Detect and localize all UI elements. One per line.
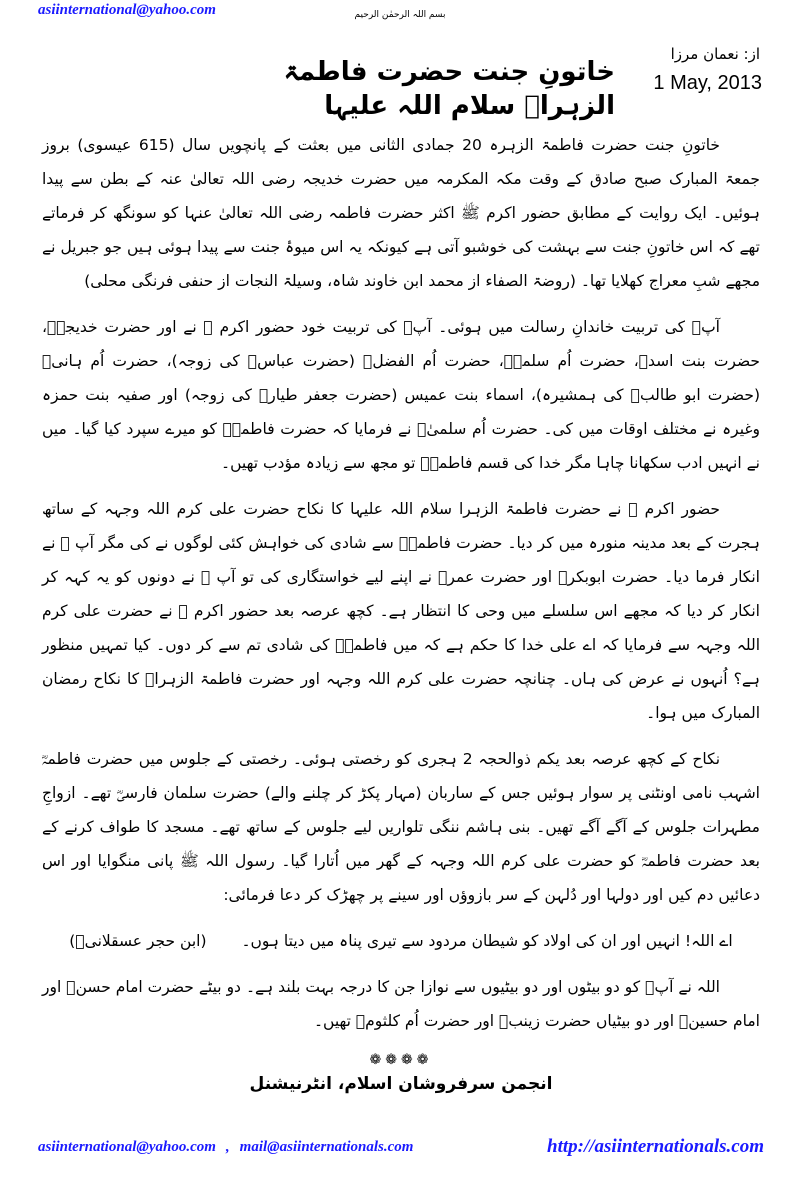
paragraph-rukhsati: نکاح کے کچھ عرصہ بعد یکم ذوالحجہ 2 ہجری کو رخصتی ہوئی۔ رخصتی کے جلوس میں حضرت فاطمہؓ اشہب نامی اونٹنی پر سوار ہوئیں جس کے ساربان (مہار پکڑ کر چلنے والے) حضرت سلمان فارسیؓ تھے۔ ازواجِ مطہرات جلوس کے آگے آگے تھیں۔ بنی ہاشم ننگی تلواریں لیے جلوس کے ساتھ تھے۔ مسجد کا طواف کرنے کے بعد حضرت فاطمہؓ کو حضرت علی کرم اللہ وجہہ کے گھر میں اُتارا گیا۔ رسول اللہ ﷺ پانی منگوایا اور اس دعائیں دم کیں اور دولہا اور دُلہن کے سر بازوؤں اور سینے پر چھڑک کر دعا فرمائی:: [42, 750, 760, 904]
page-title: خاتونِ جنت حضرت فاطمۃ الزہراؓ سلام اللہ علیہا: [283, 57, 615, 121]
footer-website-link[interactable]: http://asiinternationals.com: [547, 1136, 764, 1157]
organization-name: انجمن سرفروشان اسلام، انٹرنیشنل: [249, 1074, 553, 1094]
page-footer: [0, 1134, 800, 1174]
flower-ornament-icon: ❁❁❁❁: [369, 1052, 433, 1068]
prayer-quote: [42, 924, 760, 958]
article-body: [42, 128, 760, 1094]
paragraph-birth: خاتونِ جنت حضرت فاطمۃ الزہرہ 20 جمادی الثانی میں بعثت کے پانچویں سال (615 عیسوی) بروز جمعۃ المبارک صبح صادق کے وقت مکہ المکرمہ میں حضرت خدیجہ رضی اللہ تعالیٰ عنہ کے بطن سے پیدا ہوئیں۔ ایک روایت کے مطابق حضور اکرم ﷺ اکثر حضرت فاطمہ رضی اللہ تعالیٰ عنہا کو سونگھ کر فرماتے تھے کہ اس خاتونِ جنت سے بہشت کی خوشبو آتی ہے کیونکہ یہ اس میوۂ جنت سے پیدا ہوئی ہیں جو جبریل نے مجھے شبِ معراج کھلایا تھا۔ (روضۃ الصفاء از محمد ابن خاوند شاہ، وسیلۃ النجات از حنفی فرنگی محلی): [42, 136, 760, 290]
paragraph-children: اللہ نے آپؓ کو دو بیٹوں اور دو بیٹیوں سے نوازا جن کا درجہ بہت بلند ہے۔ دو بیٹے حضرت امام حسنؓ اور امام حسینؓ اور دو بیٹیاں حضرت زینبؓ اور حضرت اُم کلثومؓ تھیں۔: [42, 978, 760, 1030]
footer-emails: [38, 1139, 413, 1156]
header-email-link[interactable]: asiinternational@yahoo.com: [38, 2, 216, 18]
author-byline: از: نعمان مرزا: [670, 45, 760, 63]
footer-email-mail-link[interactable]: mail@asiinternationals.com: [239, 1139, 414, 1155]
quote-text: اے اللہ! انہیں اور ان کی اولاد کو شیطان مردود سے تیری پناہ میں دیتا ہوں۔: [241, 932, 733, 950]
publish-date: 1 May, 2013: [653, 72, 762, 94]
paragraph-upbringing: آپؓ کی تربیت خاندانِ رسالت میں ہوئی۔ آپؓ کی تربیت خود حضور اکرم ﷺ نے اور حضرت خدیجہؓ، حضرت بنت اسدؓ، حضرت اُم سلمہؓ، حضرت اُم الفضلؓ (حضرت عباسؓ کی زوجہ)، حضرت اُم ہانیؓ (حضرت ابو طالبؓ کی ہمشیرہ)، اسماء بنت عمیس (حضرت جعفر طیارؓ کی زوجہ) اور صفیہ بنت حمزہ وغیرہ نے مختلف اوقات میں کی۔ حضرت اُم سلمیٰؓ نے فرمایا کہ حضرت فاطمہؓ کو میرے سپرد کیا گیا۔ میں نے انہیں ادب سکھانا چاہا مگر خدا کی قسم فاطمہؓ تو مجھ سے زیادہ مؤدب تھیں۔: [42, 318, 760, 472]
footer-separator: ,: [225, 1139, 230, 1155]
page-header: [0, 0, 800, 120]
footer-email-yahoo-link[interactable]: asiinternational@yahoo.com: [38, 1139, 216, 1155]
paragraph-marriage: حضور اکرم ﷺ نے حضرت فاطمۃ الزہرا سلام اللہ علیہا کا نکاح حضرت علی کرم اللہ وجہہ کے ساتھ ہجرت کے بعد مدینہ منورہ میں کر دیا۔ حضرت فاطمہؓ سے شادی کی خواہش کئی لوگوں نے کی مگر آپ ﷺ نے انکار فرما دیا۔ حضرت ابوبکرؓ اور حضرت عمرؓ نے اپنے لیے خواستگاری کی تو آپ ﷺ نے دونوں کو یہ کہہ کر انکار کر دیا کہ مجھے اس سلسلے میں وحی کا انتظار ہے۔ کچھ عرصہ بعد حضور اکرم ﷺ نے حضرت علی کرم اللہ وجہہ سے فرمایا کہ اے علی خدا کا حکم ہے کہ میں فاطمہؓ کی شادی تم سے کر دوں۔ کیا تمہیں منظور ہے؟ اُنہوں نے عرض کی ہاں۔ چنانچہ حضرت علی کرم اللہ وجہہ اور حضرت فاطمۃ الزہراؓ کا نکاح رمضان المبارک میں ہوا۔: [42, 500, 760, 722]
bismillah: بسم اللہ الرحمٰن الرحیم: [354, 10, 446, 20]
quote-source: (ابن حجر عسقلانیؒ): [69, 932, 207, 950]
